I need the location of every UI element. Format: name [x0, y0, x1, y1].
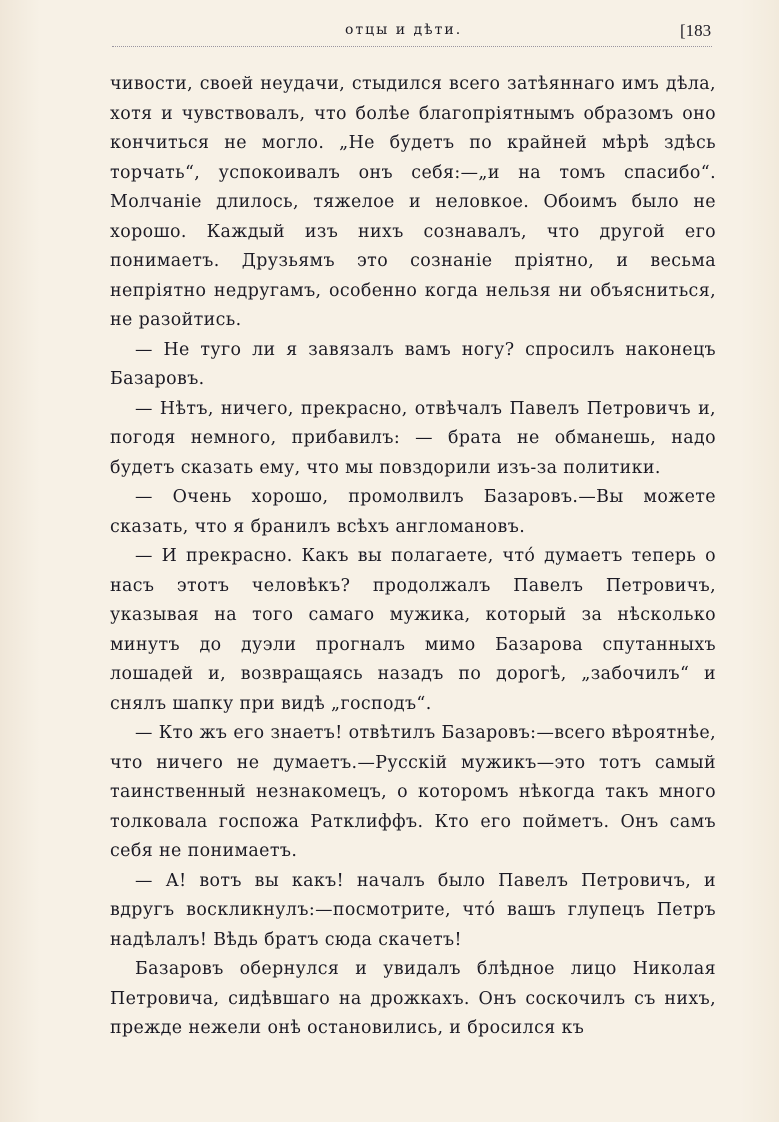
paragraph: Базаровъ обернулся и увидалъ блѣдное лицо Николая Петровича, сидѣвшаго на дрожкахъ. Онъ соскочилъ съ нихъ, прежде нежели онѣ остановились, и бросился къ: [110, 959, 716, 1038]
running-head: [0, 22, 779, 42]
page-number: [183: [680, 21, 712, 40]
paragraph: — Очень хорошо, промолвилъ Базаровъ.—Вы можете сказать, что я бранилъ всѣхъ англомановъ.: [110, 487, 716, 537]
paragraph: — Кто жъ его знаетъ! отвѣтилъ Базаровъ:—всего вѣроятнѣе, что ничего не думаетъ.—Русскій мужикъ—это тотъ самый таинственный незнакомецъ, о которомъ нѣкогда такъ много толковала госпожа Ратклиффъ. Кто его пойметъ. Онъ самъ себя не понимаетъ.: [110, 723, 716, 861]
body-text: [110, 70, 716, 1044]
paragraph: — И прекрасно. Какъ вы полагаете, что́ думаетъ теперь о насъ этотъ человѣкъ? продолжалъ Павелъ Петровичъ, указывая на того самаго мужика, который за нѣсколько минутъ до дуэли прогналъ мимо Базарова спутанныхъ лошадей и, возвращаясь назадъ по дорогѣ, „забочилъ“ и снялъ шапку при видѣ „господъ“.: [110, 546, 716, 714]
paragraph: чивости, своей неудачи, стыдился всего затѣяннаго имъ дѣла, хотя и чувствовалъ, что болѣе благопріятнымъ образомъ оно кончиться не могло. „Не будетъ по крайней мѣрѣ здѣсь торчать“, успокоивалъ онъ себя:—„и на томъ спасибо“. Молчаніе длилось, тяжелое и неловкое. Обоимъ было не хорошо. Каждый изъ нихъ сознавалъ, что другой его понимаетъ. Друзьямъ это сознаніе пріятно, и весьма непріятно недругамъ, особенно когда нельзя ни объясниться, не разойтись.: [110, 74, 716, 330]
running-title: отцы и дѣти.: [345, 22, 463, 38]
paragraph: — Не туго ли я завязалъ вамъ ногу? спросилъ наконецъ Базаровъ.: [110, 339, 716, 389]
paragraph: — Нѣтъ, ничего, прекрасно, отвѣчалъ Павелъ Петровичъ и, погодя немного, прибавилъ: — брата не обманешь, надо будетъ сказать ему, что мы повздорили изъ-за политики.: [110, 398, 716, 478]
paragraph: — А! вотъ вы какъ! началъ было Павелъ Петровичъ, и вдругъ воскликнулъ:—посмотрите, что́ вашъ глупецъ Петръ надѣлалъ! Вѣдь братъ сюда скачетъ!: [110, 870, 716, 950]
header-rule: [112, 46, 712, 47]
